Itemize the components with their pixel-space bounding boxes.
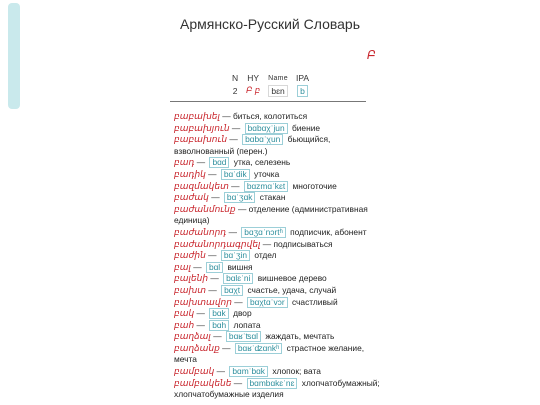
entry-ipa: bɑˈdik (221, 169, 250, 180)
entry-translation: подписчик, абонент (290, 226, 367, 237)
entry-translation: бьющийся, взволнованный (перен.) (174, 134, 331, 156)
entry-ipa: bɑd (209, 157, 229, 168)
entry-translation: жаждать, мечтать (265, 331, 335, 342)
entry-translation: подписываться (273, 238, 333, 249)
letter-table (228, 72, 313, 97)
entry-translation: вишневое дерево (257, 273, 327, 284)
entry-translation: отделение (административная единица) (174, 203, 368, 226)
entry-headword: բաժին (174, 250, 206, 261)
entry-translation: стакан (259, 192, 286, 203)
entry-headword: բակ (174, 308, 195, 319)
dictionary-entry (162, 320, 382, 332)
entry-headword: բալ (174, 261, 191, 272)
entry-dash: — (208, 273, 222, 284)
entry-dash: — (205, 168, 219, 179)
entry-dash: — (231, 296, 245, 307)
name-value: bɛn (268, 85, 287, 97)
entry-dash: — (190, 261, 204, 272)
dictionary-entry (162, 134, 382, 157)
entry-headword: բալենի (174, 273, 209, 284)
entry-dash: — (208, 192, 222, 203)
dictionary-entry (162, 273, 382, 285)
header-name: Name (268, 74, 288, 82)
cell-hy: Բ բ (246, 85, 261, 95)
entry-headword: բաբախուն (174, 134, 228, 145)
dictionary-entry (162, 308, 382, 320)
letter-heading: Բ (367, 48, 376, 62)
dictionary-entry (162, 157, 382, 169)
dictionary-entry (162, 285, 382, 297)
entry-dash: — (219, 342, 233, 353)
entry-ipa: bɑʁˈʣɑnkʰ (235, 343, 282, 354)
entry-headword: բաժանորդ (174, 226, 227, 237)
entry-list (162, 111, 382, 401)
header-n: N (232, 73, 239, 83)
entry-translation: отдел (254, 250, 277, 261)
entry-headword: բաբախյուն (174, 122, 230, 133)
entry-ipa: bɑmˈbɑk (229, 366, 268, 377)
entry-translation: лопата (233, 319, 261, 330)
entry-dash: — (229, 122, 243, 133)
entry-dash: — (206, 284, 220, 295)
entry-dash: — (194, 308, 208, 319)
cell-ipa (292, 84, 313, 97)
dictionary-entry (162, 169, 382, 181)
entry-ipa: bɑʁˈʦɑl (226, 331, 261, 342)
entry-dash: — (226, 226, 240, 237)
entry-headword: բադ (174, 157, 195, 168)
entry-headword: բաժակ (174, 192, 209, 203)
cell-name (264, 84, 292, 97)
entry-dash: — (231, 377, 245, 388)
entry-ipa: bɑmbɑkɛˈnɛ (247, 378, 298, 389)
entry-headword: բախտ (174, 284, 207, 295)
entry-headword: բամբակենե (174, 377, 232, 388)
entry-translation: счастье, удача, случай (247, 284, 337, 295)
entry-headword: բախտավոր (174, 296, 232, 307)
entry-ipa: bɑbɑˈχun (242, 134, 283, 145)
entry-ipa: bɑk (209, 308, 229, 319)
letter-table-header (228, 72, 313, 84)
entry-translation: счастливый (291, 296, 338, 307)
entry-translation: многоточие (292, 180, 337, 191)
entry-ipa: bɑχt (221, 285, 243, 296)
entry-ipa: bɑˈʒin (221, 250, 250, 261)
entry-translation: уточка (254, 168, 280, 179)
entry-translation: страстное желание, мечта (174, 342, 365, 365)
entry-ipa: bɑbɑχˈjun (245, 123, 288, 134)
page-title: Армянско-Русский Словарь (180, 16, 360, 32)
entry-headword: բաժանմունք (174, 203, 236, 214)
entry-translation: биться, колотиться (232, 111, 308, 121)
dictionary-entry (162, 343, 382, 366)
entry-dash: — (194, 319, 208, 330)
dictionary-entry (162, 204, 382, 227)
entry-dash: — (219, 111, 233, 121)
dictionary-entry (162, 378, 382, 401)
header-ipa: IPA (296, 73, 310, 83)
dictionary-entry (162, 297, 382, 309)
dictionary-entry (162, 111, 382, 123)
entry-translation: утка, селезень (233, 157, 291, 168)
dictionary-entry (162, 331, 382, 343)
entry-dash: — (214, 366, 228, 377)
entry-headword: բամբակ (174, 366, 215, 377)
entry-translation: хлопчатобумажный; хлопчатобумажные изделия (174, 377, 380, 400)
entry-ipa: bɑχtɑˈvɔr (247, 297, 288, 308)
entry-dash: — (260, 238, 274, 249)
header-hy: HY (247, 73, 260, 83)
entry-dash: — (235, 203, 249, 214)
ipa-value: b (297, 85, 308, 97)
entry-ipa: bɑh (209, 320, 229, 331)
entry-dash: — (227, 134, 241, 145)
dictionary-entry (162, 181, 382, 193)
entry-dash: — (194, 157, 208, 168)
entry-headword: բադիկ (174, 168, 206, 179)
entry-headword: բահ (174, 319, 195, 330)
cell-n: 2 (232, 85, 238, 96)
entry-headword: բազմակետ (174, 180, 229, 191)
entry-headword: բաբախել (174, 111, 220, 121)
entry-translation: вишня (227, 261, 253, 272)
entry-translation: хлопок; вата (272, 366, 321, 377)
entry-headword: բաղձանք (174, 342, 220, 353)
entry-dash: — (205, 250, 219, 261)
dictionary-entry (162, 123, 382, 135)
dictionary-entry (162, 239, 382, 251)
divider (170, 101, 366, 102)
dictionary-entry (162, 192, 382, 204)
letter-table-row (228, 84, 313, 97)
entry-ipa: bɑˈʒɑk (224, 192, 256, 203)
entry-dash: — (228, 180, 242, 191)
entry-translation: биение (291, 122, 321, 133)
entry-ipa: bɑzmɑˈkɛt (244, 181, 288, 192)
entry-headword: բաղձալ (174, 331, 211, 342)
dictionary-entry (162, 250, 382, 262)
entry-translation: двор (233, 308, 252, 319)
dictionary-entry (162, 262, 382, 274)
dictionary-entry (162, 227, 382, 239)
entry-dash: — (210, 331, 224, 342)
entry-ipa: bɑl (206, 262, 223, 273)
entry-ipa: bɑlɛˈni (223, 273, 253, 284)
entry-ipa: bɑʒɑˈnɔrtʰ (241, 227, 286, 238)
dictionary-entry (162, 366, 382, 378)
entry-headword: բաժանորդագրվել (174, 238, 261, 249)
